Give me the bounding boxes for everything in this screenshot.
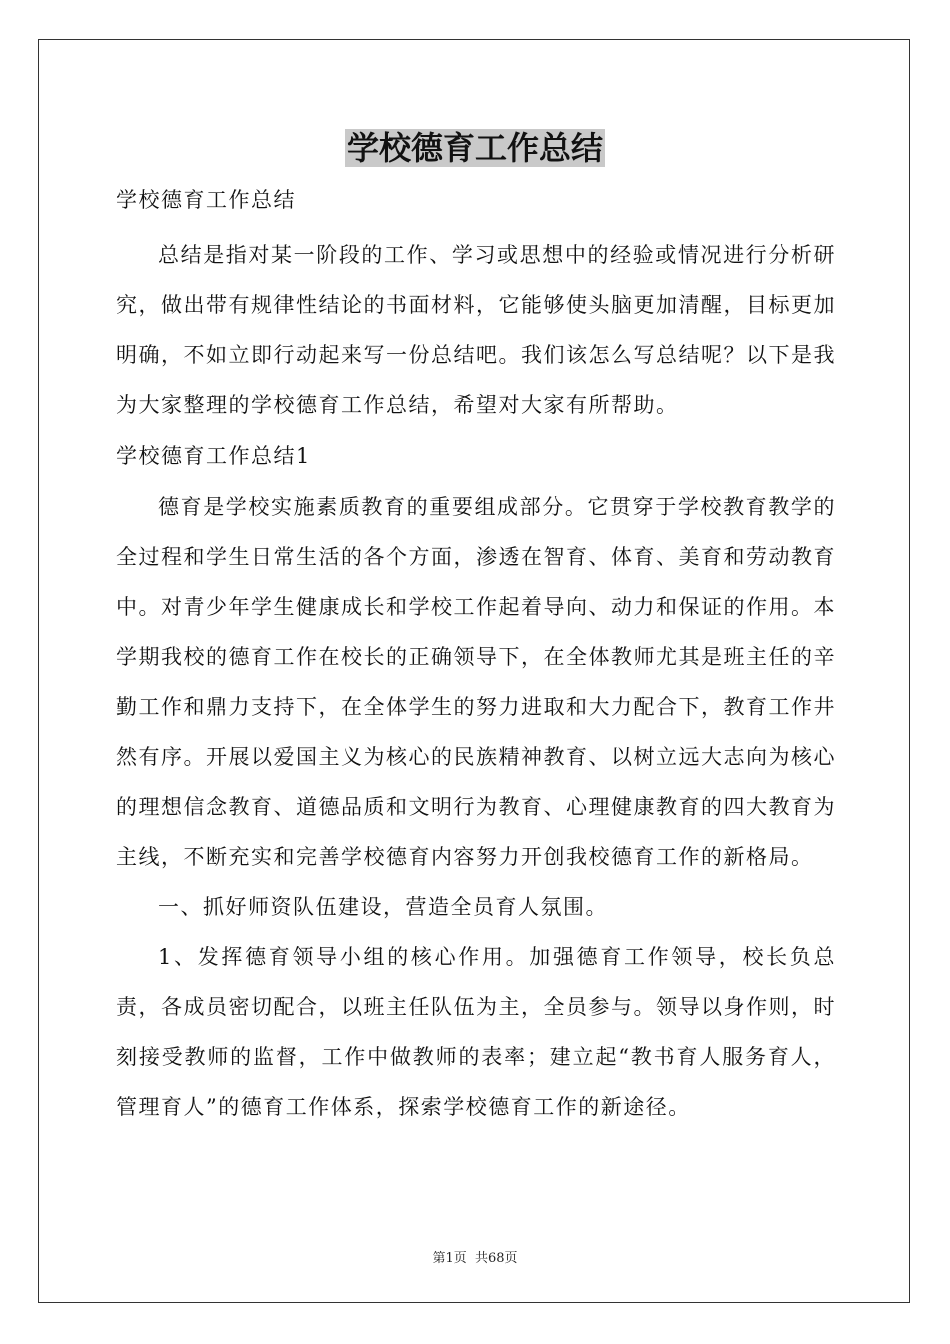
- section-heading: 学校德育工作总结1: [116, 444, 311, 468]
- body-paragraph-3: 1、发挥德育领导小组的核心作用。加强德育工作领导，校长负总责，各成员密切配合，以班主任队伍为主，全员参与。领导以身作则，时刻接受教师的监督，工作中做教师的表率；建立起“教书育人服务育人，管理育人”的德育工作体系，探索学校德育工作的新途径。: [116, 945, 836, 1119]
- document-subtitle: 学校德育工作总结: [116, 188, 296, 212]
- page-number: 第1页: [432, 1251, 467, 1266]
- body-paragraph-2: 一、抓好师资队伍建设，营造全员育人氛围。: [158, 895, 608, 919]
- page-footer: [0, 1247, 950, 1266]
- page-title: [0, 126, 950, 170]
- page-title-text: 学校德育工作总结: [346, 129, 603, 167]
- page-total: 共68页: [474, 1251, 518, 1266]
- document-body: [116, 182, 836, 1132]
- body-paragraph-1: 德育是学校实施素质教育的重要组成部分。它贯穿于学校教育教学的全过程和学生日常生活的各个方面，渗透在智育、体育、美育和劳动教育中。对青少年学生健康成长和学校工作起着导向、动力和保证的作用。本学期我校的德育工作在校长的正确领导下，在全体教师尤其是班主任的辛勤工作和鼎力支持下，在全体学生的努力进取和大力配合下，教育工作井然有序。开展以爱国主义为核心的民族精神教育、以树立远大志向为核心的理想信念教育、道德品质和文明行为教育、心理健康教育的四大教育为主线，不断充实和完善学校德育内容努力开创我校德育工作的新格局。: [116, 495, 836, 869]
- intro-paragraph: 总结是指对某一阶段的工作、学习或思想中的经验或情况进行分析研究，做出带有规律性结论的书面材料，它能够使头脑更加清醒，目标更加明确，不如立即行动起来写一份总结吧。我们该怎么写总结呢？以下是我为大家整理的学校德育工作总结，希望对大家有所帮助。: [116, 243, 836, 417]
